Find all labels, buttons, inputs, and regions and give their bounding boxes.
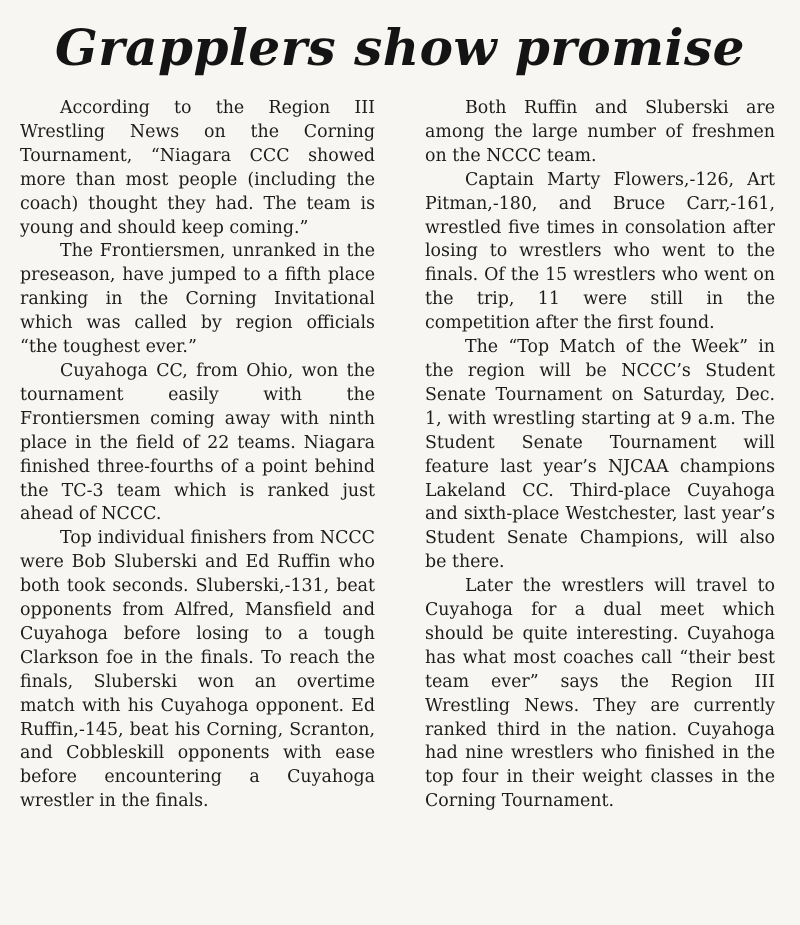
right-column <box>425 97 775 814</box>
paragraph: Captain Marty Flowers,-126, Art Pitman,-180, and Bruce Carr,-161, wrestled five times in consolation after losing to wrestlers who went to the finals. Of the 15 wrestlers who went on the trip, 11 were still in the competition after the first found. <box>425 169 775 334</box>
paragraph: According to the Region III Wrestling News on the Corning Tournament, “Niagara CCC showed more than most people (including the coach) thought they had. The team is young and should keep coming.” <box>20 98 375 238</box>
paragraph: Both Ruffin and Sluberski are among the large number of freshmen on the NCCC team. <box>425 98 775 166</box>
paragraph: The “Top Match of the Week” in the region will be NCCC’s Student Senate Tournament on Saturday, Dec. 1, with wrestling starting at 9 a.m. The Student Senate Tournament will feature last year’s NJCAA champions Lakeland CC. Third-place Cuyahoga and sixth-place Westchester, last year’s Student Senate Champions, will also be there. <box>425 337 775 573</box>
paragraph: Cuyahoga CC, from Ohio, won the tournament easily with the Frontiersmen coming away with ninth place in the field of 22 teams. Niagara finished three-fourths of a point behind the TC-3 team which is ranked just ahead of NCCC. <box>20 360 375 525</box>
left-column <box>20 97 375 814</box>
headline: Grapplers show promise <box>55 18 745 77</box>
paragraph: The Frontiersmen, unranked in the preseason, have jumped to a fifth place ranking in the Corning Invitational which was called by region officials “the toughest ever.” <box>20 241 375 358</box>
paragraph: Top individual finishers from NCCC were Bob Sluberski and Ed Ruffin who both took seconds. Sluberski,-131, beat opponents from Alfred, Mansfield and Cuyahoga before losing to a tough Clarkson foe in the finals. To reach the finals, Sluberski won an overtime match with his Cuyahoga opponent. Ed Ruffin,-145, beat his Corning, Scranton, and Cobbleskill opponents with ease before encountering a Cuyahoga wrestler in the finals. <box>20 528 375 812</box>
paragraph: Later the wrestlers will travel to Cuyahoga for a dual meet which should be quite interesting. Cuyahoga has what most coaches call “their best team ever” says the Region III Wrestling News. They are currently ranked third in the nation. Cuyahoga had nine wrestlers who finished in the top four in their weight classes in the Corning Tournament. <box>425 576 775 812</box>
